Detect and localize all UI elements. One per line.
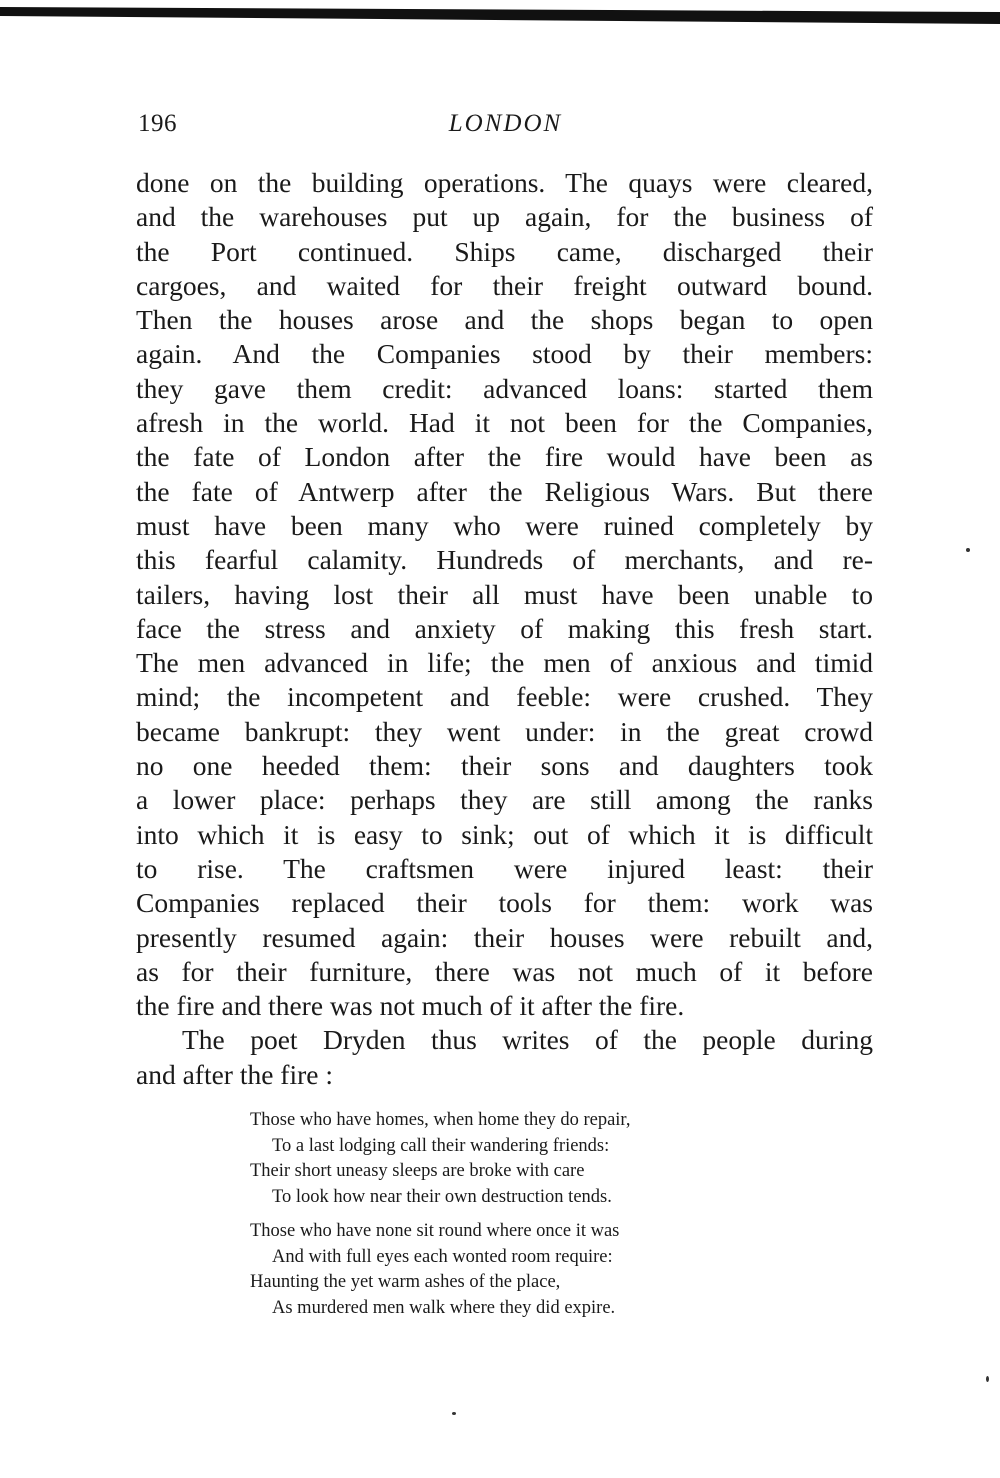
top-border-rule	[0, 4, 1000, 24]
text-line: as for their furniture, there was not much of it before	[136, 955, 873, 987]
text-line: they gave them credit: advanced loans: started them	[136, 372, 873, 404]
verse-stanza	[250, 1219, 810, 1321]
verse-line: Those who have homes, when home they do repair,	[250, 1110, 631, 1130]
text-line: this fearful calamity. Hundreds of merchants, and re-	[136, 544, 873, 576]
running-title: LONDON	[448, 110, 563, 137]
verse-stanza	[250, 1108, 810, 1210]
page-number: 196	[138, 110, 177, 137]
scan-speck	[452, 1412, 456, 1415]
text-line: again. And the Companies stood by their members:	[136, 338, 873, 370]
text-line: cargoes, and waited for their freight outward bound.	[136, 269, 873, 301]
text-line: done on the building operations. The quays were cleared,	[136, 167, 873, 198]
text-line: into which it is easy to sink; out of which it is difficult	[136, 818, 873, 850]
text-line: became bankrupt: they went under: in the great crowd	[136, 715, 873, 747]
text-line: a lower place: perhaps they are still among the ranks	[136, 784, 873, 816]
verse-line: To a last lodging call their wandering friends:	[272, 1135, 610, 1156]
text-line: no one heeded them: their sons and daughters took	[136, 750, 873, 782]
text-line: to rise. The craftsmen were injured least: their	[136, 852, 873, 884]
text-line: presently resumed again: their houses were rebuilt and,	[136, 921, 873, 953]
body-text	[136, 166, 873, 1092]
text-line: The poet Dryden thus writes of the people during	[182, 1024, 873, 1056]
text-line: the fate of Antwerp after the Religious Wars. But there	[136, 475, 873, 507]
text-line: and the warehouses put up again, for the business of	[136, 201, 873, 233]
verse-quotation	[250, 1108, 810, 1330]
verse-line: Haunting the yet warm ashes of the place,	[250, 1272, 561, 1292]
text-line: The men advanced in life; the men of anxious and timid	[136, 647, 873, 679]
verse-line: And with full eyes each wonted room require:	[272, 1246, 613, 1267]
verse-line: Their short uneasy sleeps are broke with care	[250, 1161, 585, 1181]
text-line: face the stress and anxiety of making this fresh start.	[136, 612, 873, 644]
text-line: Companies replaced their tools for them: work was	[136, 887, 873, 919]
text-line: the fire and there was not much of it after the fire.	[136, 990, 685, 1022]
text-line: and after the fire :	[136, 1058, 333, 1090]
text-line: afresh in the world. Had it not been for the Companies,	[136, 407, 873, 439]
text-line: tailers, having lost their all must have been unable to	[136, 578, 873, 610]
text-line: the fate of London after the fire would have been as	[136, 441, 873, 473]
top-border-rule-bar	[0, 7, 1000, 24]
page-header	[138, 110, 873, 144]
text-line: Then the houses arose and the shops began to open	[136, 304, 873, 336]
scan-speck	[986, 1376, 989, 1382]
scan-speck	[966, 548, 970, 552]
text-line: must have been many who were ruined completely by	[136, 509, 873, 541]
text-line: the Port continued. Ships came, discharged their	[136, 235, 873, 267]
verse-line: Those who have none sit round where once it was	[250, 1221, 620, 1241]
verse-line: As murdered men walk where they did expire.	[272, 1297, 616, 1318]
text-line: mind; the incompetent and feeble: were crushed. They	[136, 681, 873, 713]
verse-line: To look how near their own destruction tends.	[272, 1186, 612, 1207]
